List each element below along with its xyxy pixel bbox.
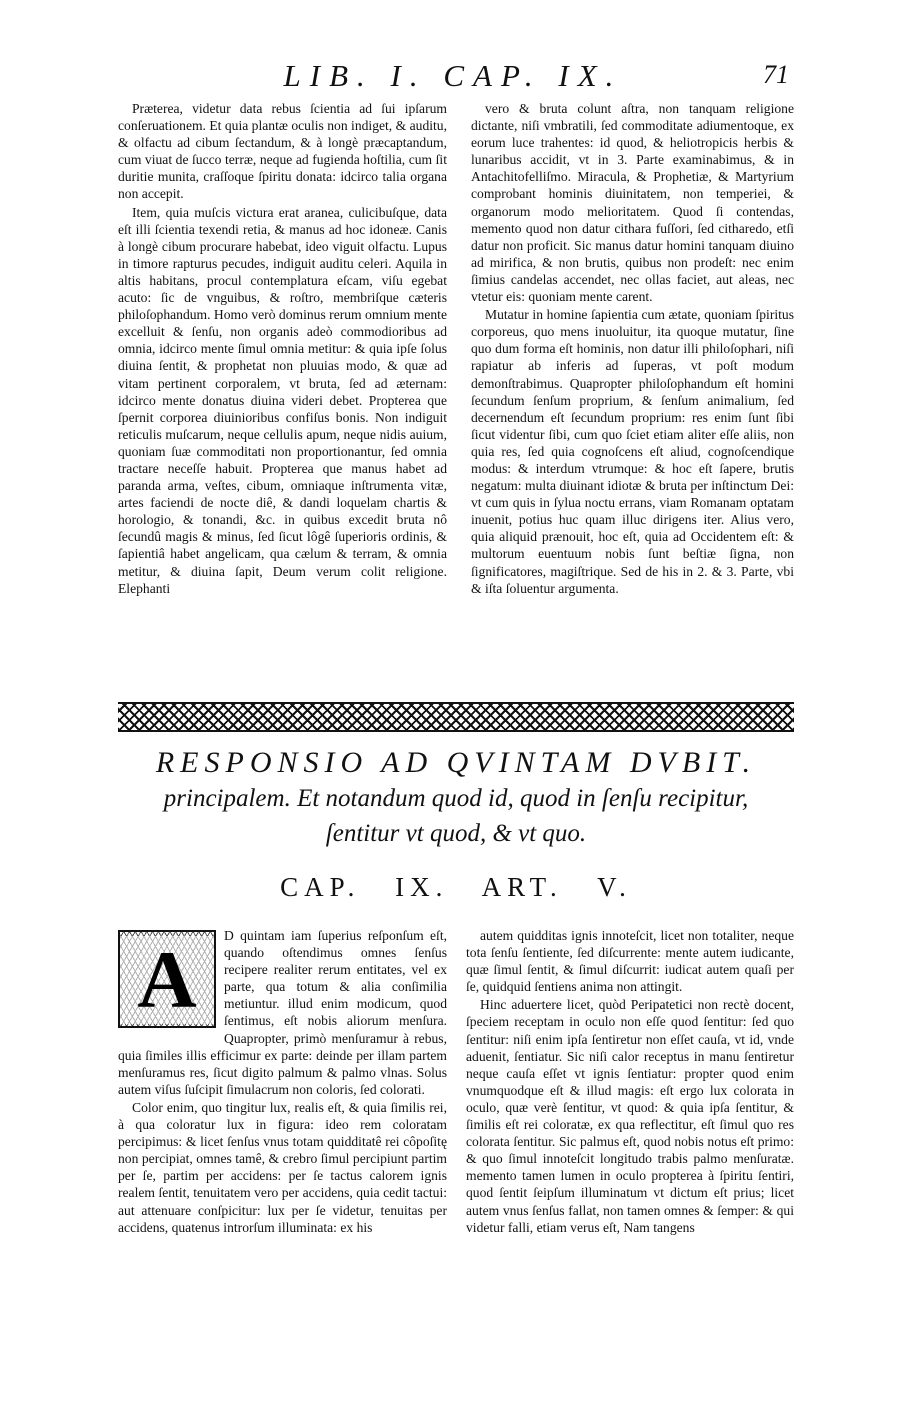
paragraph: Præterea, videtur data rebus ſcientia ad ſui ipſarum conſeruationem. Et quia plantæ oculis non indiget, & auditu, & olfactu ad cibum ſectandum, & à longè præcaptandum, cum viuat de ſucco terræ, neque ad fugienda hoſtilia, cum ſit duritie munita, craſſoque ſpiritu donata: idcirco talia organa non accepit. bbox=[118, 101, 447, 202]
paragraph: D quintam iam ſuperius reſponſum eſt, quando oſtendimus omnes ſenſus recipere realiter rerum entitates, vel ex parte, qua totum & alia conſimilia metiuntur. illud enim modicum, quod ſentimus, eſt nobis aliorum menſura. Quapropter, primò menſuramur à rebus, quia ſimiles illis efficimur ex parte: deinde per illam partem menſuramus res, ſicut digito palmum & palmo vlnas. Solus autem viſus ſuſcipit ſimulacrum non coloris, ſed colorati. bbox=[118, 928, 447, 1097]
paragraph: autem quidditas ignis innoteſcit, licet non totaliter, neque tota ſenſu ſentiente, ſed diſcurrente: mente autem iudicante, quæ ſimul ſentit, & ſimul diſcurrit: iudicat autem quaſi per ſe, quidquid ſentiens anima non attingit. bbox=[466, 928, 794, 995]
bottom-right-column bbox=[466, 927, 794, 1236]
paragraph: Hinc aduertere licet, quòd Peripatetici non rectè docent, ſpeciem receptam in oculo non eſſe quod ſentitur: ſed quo ſentitur: niſi enim ipſa ſentiretur non eſſet cauſa, vt id, vnde aduenit, ſentiatur. Sic niſi calor receptus in manu ſentiretur neque cauſa eſſet vt ignis ſentiatur: propter quod enim vnumquodque eſt & illud magis: eſt ergo lux colorata in oculo, quæ verè ſentitur, vt quod: & quia ipſa ſentitur, & ſimilis eſt rei coloratæ, ex qua reflectitur, eſt ſimul quo res colorata ſentitur. Sic palmus eſt, quod nobis notus eſt primo: & quo ſimul innoteſcit longitudo trabis palmo menſuratæ. memento tamen lumen in oculo propterea à ſpiritu ſentiri, quod ſentit ſeipſum illuminatum vt dictum eſt prius; licet autem vnus ſenſus fallat, non tamen omnes & ſemper: & qui videtur falli, etiam verus eſt, Nam tangens bbox=[466, 997, 794, 1235]
paragraph: Color enim, quo tingitur lux, realis eſt, & quia ſimilis rei, à qua coloratur lux in figura: ideo rem coloratam percipimus: & licet ſenſus vnus totam quidditatê rei côpoſitę non percipiat, omnes tamê, & crebro ſimul percipiunt partim per ſe, partim per accidens: per ſe tactus calorem ignis realem ſentit, tenuitatem vero per accidens, quia cedit tactui: aut attenuare conſpicitur: lux per ſe videtur, tenuitas per accidens, quatenus introrſum illuminata: ex his bbox=[118, 1099, 447, 1235]
running-head: LIB. I. CAP. IX. bbox=[283, 58, 623, 93]
bottom-left-column bbox=[118, 927, 447, 1236]
paragraph: Mutatur in homine ſapientia cum ætate, quoniam ſpiritus corporeus, quo mens inuoluitur, ita quoque mutatur, ſine quo dum forma eſt hominis, non datur illi philoſophari, niſi rapiatur ab inferis ad ſuperas, vt poſt modum demonſtrabimus. Quapropter philoſophandum eſt homini ſecundum ſenſum proprium, & ſenſum animalium, ſed decernendum eſt ſecundum proprium: res enim ſunt ſibi ſicut videntur ſibi, cum quo ſciet etiam aliter eſſe aliis, non quia res, ſed quia cognoſcens eſt aliud, cognoſcendique modus: & interdum vtrumque: & hoc eſt ſapere, brutis negatum: multa diuinant idiotæ & bruta per inſtinctum Dei: vt cum quis in ſylua noctu errans, viam Romanam optatam inuenit, potius huc quam illuc dirigens iter. Alius vero, quia aliquid prænouit, hoc eſt, quia ad Occidentem eſt: & multorum euentuum nobis ſunt beſtiæ ſigna, non ſignificatores, magiſtrique. Sed de his in 2. & 3. Parte, vbi & iſta ſoluentur argumenta. bbox=[471, 307, 794, 596]
chapter-article-heading: CAP. IX. ART. V. bbox=[280, 872, 632, 902]
top-left-column bbox=[118, 100, 447, 597]
section-title: RESPONSIO AD QVINTAM DVBIT. bbox=[155, 746, 757, 779]
page-number: 71 bbox=[763, 60, 789, 89]
section-subtitle-line-1: principalem. Et notandum quod id, quod in ſenſu recipitur, bbox=[163, 785, 749, 812]
paragraph: Item, quia muſcis victura erat aranea, culicibuſque, data eſt illi ſcientia texendi retia, & manus ad hoc idoneæ. Canis à longè cibum procurare habebat, ideo viguit olfactu. Lupus in timore rapturus pecudes, indiguit auditu celeri. Aquila in altis habitans, procul contemplatura eſcam, viſu egebat acuto: ſic de vnguibus, & roſtro, membriſque cæteris philoſophandum. Homo verò dominus rerum omnium mente excelluit & ſenſu, non organis adeò commodioribus ad omnia, idcirco mente ſimul omnia metitur: & quia ipſe ſolus diuina ſentit, & prophetat non pluuias modo, & quæ ad vitam pertinent corporalem, vt bruta, ſed ad æternam: idcirco mente donatus diuina videri debet. Propterea que ſpernit corporea diuinioribus confiſus bonis. Non indiguit reticulis muſcarum, neque cellulis apum, neque nidis auium, quoniam ſuæ commoditati non proportionantur, ſed omnia tractare neceſſe habuit. Propterea que manus habet ad paranda arma, veſtes, cibum, omniaque inſtrumenta vitæ, artes faciendi de nocte diê, & dandi loquelam chartis & horologio, & tonandi, &c. in quibus excedit bruta nô ſecundû magis & minus, ſed ſicut lôgê ſuperioris ordinis, & ſapientiâ habet angelicam, qua cælum & terram, & omnia metitur, & diuina ſapit, Deum verum colit religione. Elephanti bbox=[118, 204, 447, 596]
ornamental-divider bbox=[118, 702, 794, 732]
paragraph: vero & bruta colunt aſtra, non tanquam religione dictante, niſi vmbratili, ſed commoditate adiumentoque, ex eorum luce trahentes: id quod, & heliotropicis herbis & lunaribus accidit, vt in 3. Parte examinabimus, & in Antachitofelliſmo. Miracula, & Prophetiæ, & Martyrium comprobant hominis diuinitatem, non temperiei, & organorum modo melioritatem. Quod ſi contendas, memento quod non datur cithara fuſſori, ſed citharedo, etſi datur non proficit. Sic manus datur homini tanquam diuino ad mirifica, & non brutis, quibus non prodeſt: nec enim ſimius candelas accendet, nec ollas faciet, aut aleas, nec vtetur eis: quoniam mente carent. bbox=[471, 101, 794, 305]
decorated-initial bbox=[118, 930, 216, 1028]
top-right-column bbox=[471, 100, 794, 597]
decorated-initial-letter: A bbox=[120, 936, 214, 1024]
section-subtitle-line-2: ſentitur vt quod, & vt quo. bbox=[325, 820, 587, 847]
